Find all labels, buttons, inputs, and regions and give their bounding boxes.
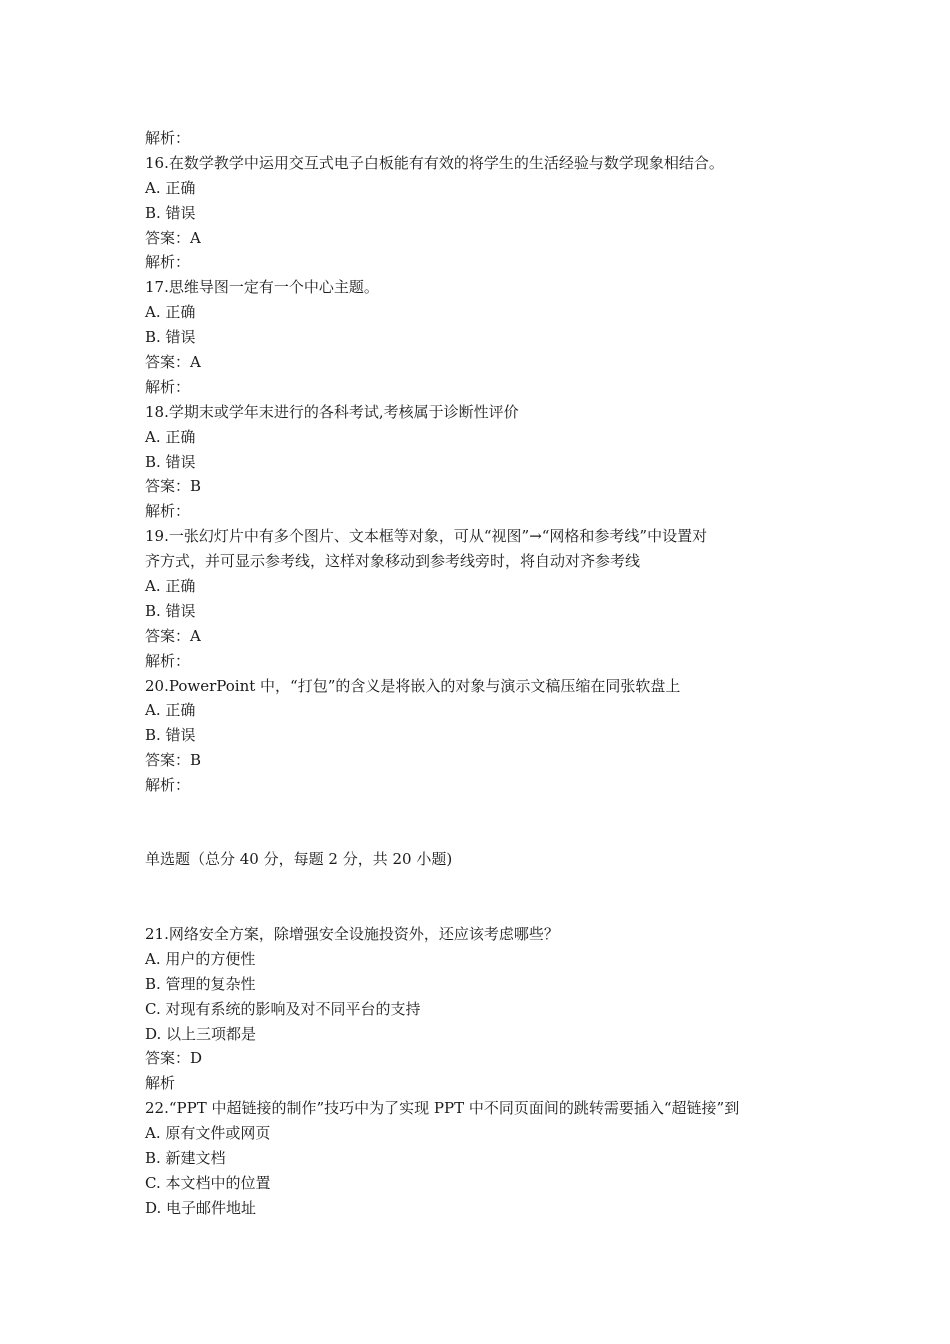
option-d: D. 电子邮件地址 [145, 1198, 257, 1217]
question-text: 21.网络安全方案，除增强安全设施投资外，还应该考虑哪些？ [145, 924, 559, 943]
option-b: B. 新建文档 [145, 1148, 226, 1167]
option-a: A. 用户的方便性 [145, 949, 256, 968]
option-b: B. 错误 [145, 601, 196, 620]
question-text-line-1: 19.一张幻灯片中有多个图片、文本框等对象，可从“视图”→“网格和参考线”中设置对 [145, 527, 708, 546]
section-heading: 单选题（总分 40 分，每题 2 分，共 20 小题) [145, 850, 453, 869]
question-18 [145, 400, 825, 524]
option-a: A. 正确 [145, 303, 196, 322]
spacer [145, 872, 825, 922]
answer-line: 答案：A [145, 626, 201, 645]
question-text: 16.在数学教学中运用交互式电子白板能有有效的将学生的生活经验与数学现象相结合。 [145, 153, 724, 172]
option-a: A. 正确 [145, 577, 196, 596]
question-text: 22.“PPT 中超链接的制作”技巧中为了实现 PPT 中不同页面间的跳转需要插入“超链接”到 [145, 1099, 740, 1118]
analysis-label: 解析： [145, 253, 191, 272]
option-a: A. 正确 [145, 701, 196, 720]
question-22 [145, 1096, 825, 1220]
question-text: 20.PowerPoint 中，“打包”的含义是将嵌入的对象与演示文稿压缩在同张软盘上 [145, 676, 681, 695]
question-16 [145, 151, 825, 275]
option-b: B. 错误 [145, 726, 196, 745]
analysis-label: 解析： [145, 776, 191, 795]
question-text: 18.学期末或学年末进行的各科考试,考核属于诊断性评价 [145, 402, 519, 421]
option-c: C. 本文档中的位置 [145, 1173, 271, 1192]
option-b: B. 错误 [145, 328, 196, 347]
document-content [145, 126, 825, 1221]
option-b: B. 错误 [145, 203, 196, 222]
question-text-line-2: 齐方式，并可显示参考线，这样对象移动到参考线旁时，将自动对齐参考线 [145, 552, 641, 571]
answer-line: 答案：B [145, 477, 202, 496]
analysis-label: 解析 [145, 1074, 176, 1093]
analysis-label: 解析： [145, 651, 191, 670]
answer-line: 答案：D [145, 1049, 203, 1068]
analysis-label: 解析： [145, 377, 191, 396]
option-a: A. 正确 [145, 178, 196, 197]
question-19 [145, 524, 825, 673]
option-a: A. 正确 [145, 427, 196, 446]
question-20 [145, 674, 825, 798]
question-text: 17.思维导图一定有一个中心主题。 [145, 278, 379, 297]
option-c: C. 对现有系统的影响及对不同平台的支持 [145, 999, 421, 1018]
option-a: A. 原有文件或网页 [145, 1124, 271, 1143]
spacer [145, 798, 825, 847]
answer-line: 答案：A [145, 228, 201, 247]
analysis-label: 解析： [145, 129, 191, 147]
option-b: B. 错误 [145, 452, 196, 471]
answer-line: 答案：B [145, 751, 202, 770]
option-b: B. 管理的复杂性 [145, 974, 256, 993]
analysis-label: 解析： [145, 502, 191, 521]
question-17 [145, 275, 825, 399]
question-21 [145, 922, 825, 1096]
option-d: D. 以上三项都是 [145, 1024, 257, 1043]
answer-line: 答案：A [145, 353, 201, 372]
